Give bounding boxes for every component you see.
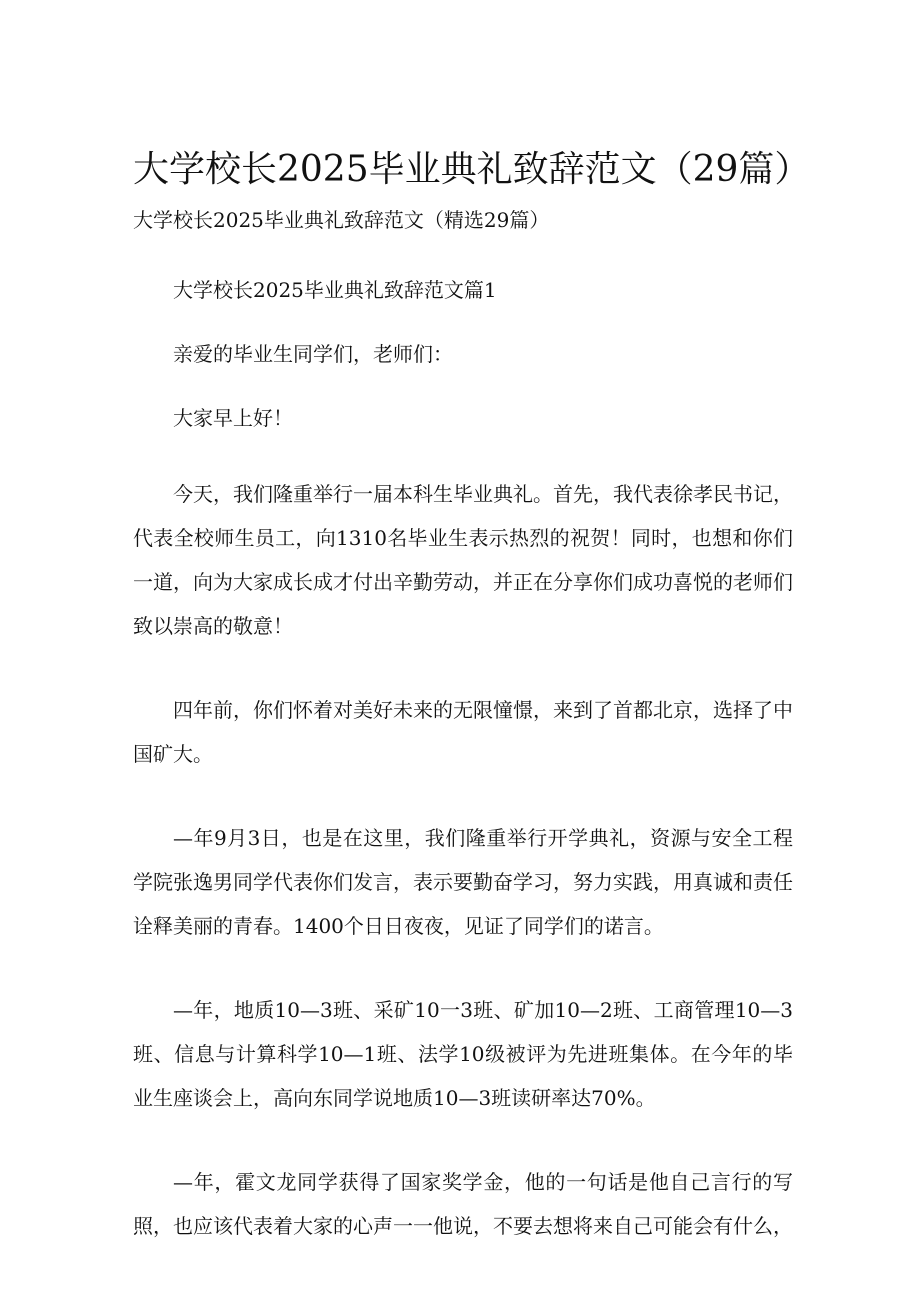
body-paragraph: —年，地质10—3班、采矿10一3班、矿加10—2班、工商管理10—3班、信息与计算科学10—1班、法学10级被评为先进班集体。在今年的毕业生座谈会上，高向东同学说地质10—3班读研率达70%。 <box>133 998 793 1110</box>
document-title: 大学校长2025毕业典礼致辞范文（29篇） <box>133 149 811 190</box>
document-subtitle: 大学校长2025毕业典礼致辞范文（精选29篇） <box>133 208 550 232</box>
body-paragraph: 今天，我们隆重举行一届本科生毕业典礼。首先，我代表徐孝民书记，代表全校师生员工，向1310名毕业生表示热烈的祝贺！同时，也想和你们一道，向为大家成长成才付出辛勤劳动，并正在分享你们成功喜悦的老师们致以崇高的敬意！ <box>133 482 793 638</box>
body-paragraph: —年9月3日，也是在这里，我们隆重举行开学典礼，资源与安全工程学院张逸男同学代表你们发言，表示要勤奋学习，努力实践，用真诚和责任诠释美丽的青春。1400个日日夜夜，见证了同学们的诺言。 <box>133 826 793 938</box>
greeting-paragraph: 大家早上好！ <box>173 406 293 430</box>
body-paragraph: 四年前，你们怀着对美好未来的无限憧憬，来到了首都北京，选择了中国矿大。 <box>133 698 793 766</box>
section-heading: 大学校长2025毕业典礼致辞范文篇1 <box>173 278 497 302</box>
document-body <box>133 268 793 1288</box>
salutation-paragraph: 亲爱的毕业生同学们，老师们： <box>173 342 453 366</box>
body-paragraph: —年，霍文龙同学获得了国家奖学金，他的一句话是他自己言行的写照，也应该代表着大家的心声一一他说，不要去想将来自己可能会有什么， <box>133 1170 793 1238</box>
